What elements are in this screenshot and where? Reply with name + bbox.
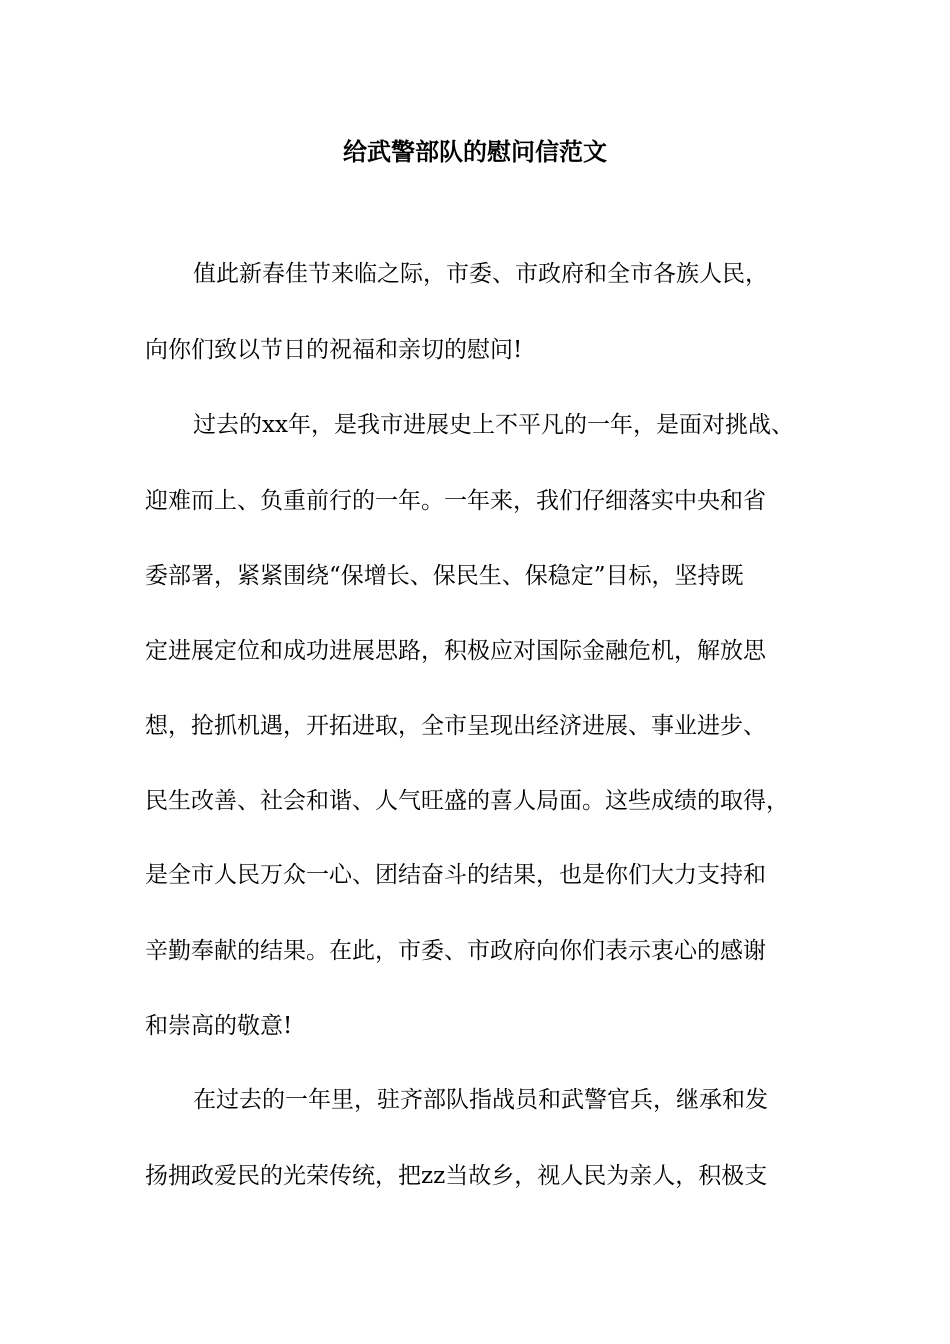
paragraph-2-line-8: 辛勤奉献的结果。在此，市委、市政府向你们表示衷心的感谢	[145, 938, 766, 964]
paragraph-2-line-4: 定进展定位和成功进展思路，积极应对国际金融危机，解放思	[145, 638, 766, 664]
paragraph-2-line-5: 想，抢抓机遇，开拓进取，全市呈现出经济进展、事业进步、	[145, 713, 766, 739]
paragraph-2-line-7: 是全市人民万众一心、团结奋斗的结果，也是你们大力支持和	[145, 862, 766, 888]
paragraph-3-line-2: 扬拥政爱民的光荣传统，把zz当故乡，视人民为亲人，积极支	[145, 1163, 768, 1189]
paragraph-2-line-6: 民生改善、社会和谐、人气旺盛的喜人局面。这些成绩的取得，	[145, 788, 789, 814]
paragraph-2-line-2: 迎难而上、负重前行的一年。一年来，我们仔细落实中央和省	[145, 488, 766, 514]
paragraph-2-line-1: 过去的xx年，是我市进展史上不平凡的一年，是面对挑战、	[193, 412, 794, 438]
paragraph-1-line-2: 向你们致以节日的祝福和亲切的慰问!	[145, 337, 523, 363]
document-title: 给武警部队的慰问信范文	[343, 137, 607, 166]
paragraph-3-line-1: 在过去的一年里，驻齐部队指战员和武警官兵，继承和发	[193, 1087, 768, 1113]
paragraph-1-line-1: 值此新春佳节来临之际，市委、市政府和全市各族人民，	[193, 261, 768, 287]
paragraph-2-line-9: 和崇高的敬意!	[145, 1013, 293, 1039]
paragraph-2-line-3: 委部署，紧紧围绕“保增长、保民生、保稳定”目标，坚持既	[145, 563, 744, 589]
